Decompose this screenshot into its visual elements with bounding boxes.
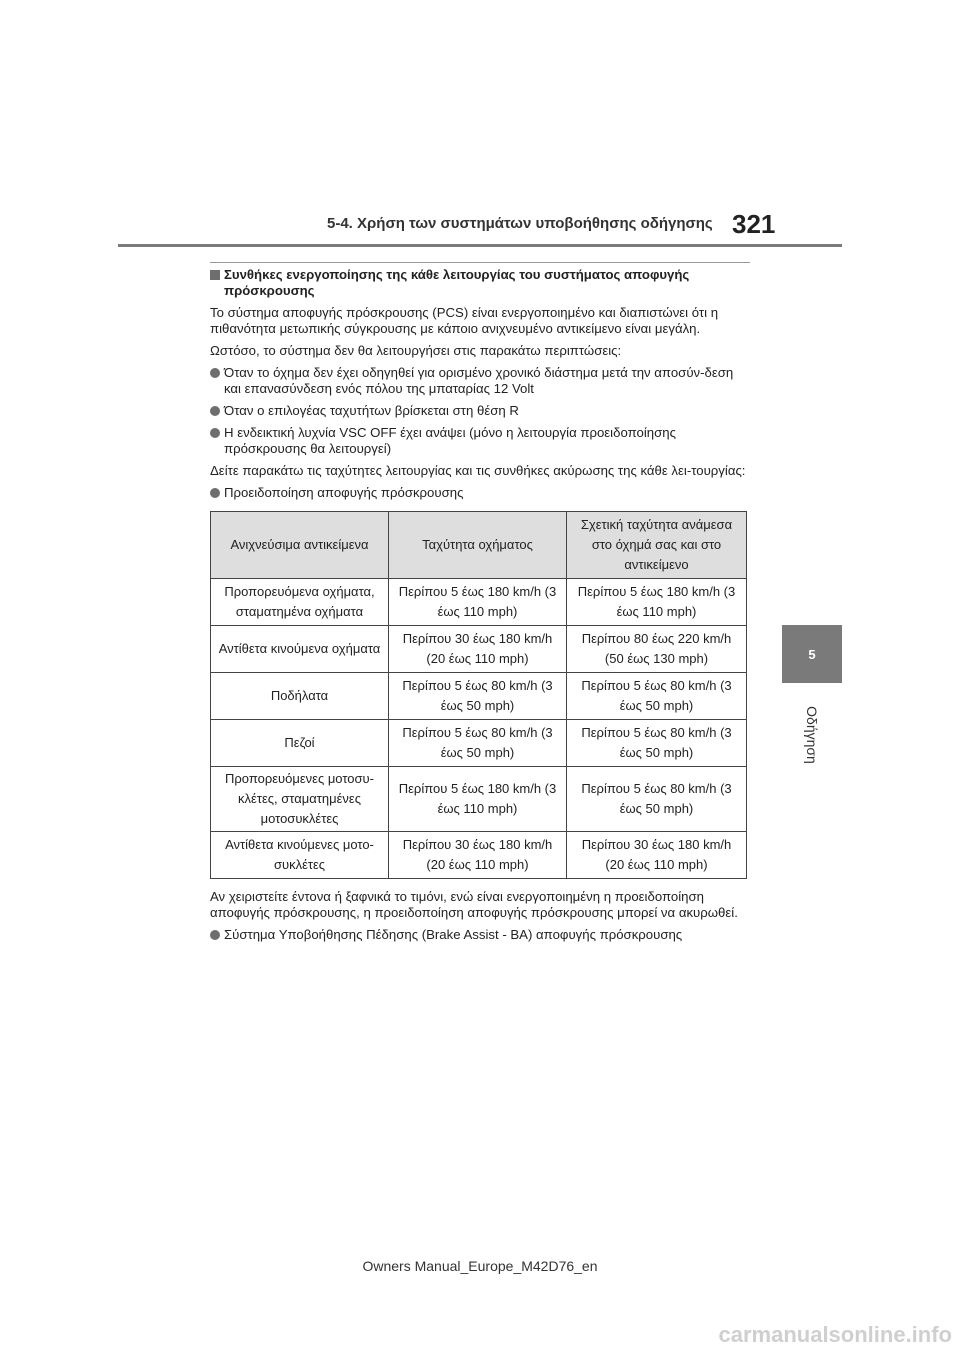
section-heading: [210, 267, 750, 299]
bullet-item: [210, 485, 750, 501]
section-title: 5-4. Χρήση των συστημάτων υποβοήθησης οδήγησης: [327, 215, 713, 232]
table-cell: Πεζοί: [211, 720, 389, 767]
bullet-item: [210, 425, 750, 457]
table-cell: Περίπου 30 έως 180 km/h (20 έως 110 mph): [389, 832, 567, 879]
table-row: [211, 720, 747, 767]
circle-bullet-icon: [210, 368, 220, 378]
bullet-text: Η ενδεικτική λυχνία VSC OFF έχει ανάψει (μόνο η λειτουργία προειδοποίησης πρόσκρουσης θα λειτουργεί): [224, 425, 676, 456]
table-cell: Προπορευόμενα οχήματα, σταματημένα οχήματα: [211, 579, 389, 626]
table-row: [211, 626, 747, 673]
table-row: [211, 673, 747, 720]
table-header-cell: Ανιχνεύσιμα αντικείμενα: [211, 512, 389, 579]
table-row: [211, 579, 747, 626]
circle-bullet-icon: [210, 488, 220, 498]
table-cell: Αντίθετα κινούμενες μοτο-συκλέτες: [211, 832, 389, 879]
table-cell: Περίπου 80 έως 220 km/h (50 έως 130 mph): [567, 626, 747, 673]
section-heading-text: Συνθήκες ενεργοποίησης της κάθε λειτουργίας του συστήματος αποφυγής πρόσκρουσης: [224, 267, 690, 298]
table-cell: Περίπου 5 έως 180 km/h (3 έως 110 mph): [389, 767, 567, 832]
bullet-text: Όταν ο επιλογέας ταχυτήτων βρίσκεται στη θέση R: [224, 403, 519, 418]
table-cell: Προπορευόμενες μοτοσυ-κλέτες, σταματημένες μοτοσυκλέτες: [211, 767, 389, 832]
watermark: carmanualsonline.info: [718, 1322, 952, 1347]
chapter-tab[interactable]: 5: [782, 625, 842, 683]
chapter-label-text: Οδήγηση: [804, 706, 820, 764]
square-bullet-icon: [210, 270, 220, 280]
bullet-text: Σύστημα Υποβοήθησης Πέδησης (Brake Assist - BA) αποφυγής πρόσκρουσης: [224, 927, 683, 942]
page-number: 321: [732, 209, 776, 239]
circle-bullet-icon: [210, 930, 220, 940]
section-divider: [210, 262, 750, 263]
circle-bullet-icon: [210, 406, 220, 416]
table-cell: Αντίθετα κινούμενα οχήματα: [211, 626, 389, 673]
table-cell: Περίπου 5 έως 180 km/h (3 έως 110 mph): [389, 579, 567, 626]
table-cell: Περίπου 5 έως 80 km/h (3 έως 50 mph): [389, 720, 567, 767]
bullet-item: [210, 403, 750, 419]
bullet-text: Όταν το όχημα δεν έχει οδηγηθεί για ορισμένο χρονικό διάστημα μετά την αποσύν-δεση και επανασύνδεση ενός πόλου της μπαταρίας 12 Volt: [224, 365, 734, 396]
bullet-text: Προειδοποίηση αποφυγής πρόσκρουσης: [224, 485, 464, 500]
chapter-label: [792, 700, 832, 770]
exceptions-intro: Ωστόσο, το σύστημα δεν θα λειτουργήσει στις παρακάτω περιπτώσεις:: [210, 343, 622, 358]
bullet-item: [210, 927, 750, 943]
table-cell: Περίπου 5 έως 80 km/h (3 έως 50 mph): [567, 720, 747, 767]
table-header-cell: Ταχύτητα οχήματος: [389, 512, 567, 579]
table-cell: Περίπου 5 έως 180 km/h (3 έως 110 mph): [567, 579, 747, 626]
table-header-row: [211, 512, 747, 579]
bullet-item: [210, 365, 750, 397]
table-row: [211, 767, 747, 832]
table-row: [211, 832, 747, 879]
table-cell: Περίπου 5 έως 80 km/h (3 έως 50 mph): [567, 767, 747, 832]
footer-manual-id: Owners Manual_Europe_M42D76_en: [362, 1258, 598, 1274]
intro-paragraph: Το σύστημα αποφυγής πρόσκρουσης (PCS) είναι ενεργοποιημένο και διαπιστώνει ότι η πιθανότητα μετωπικής σύγκρουσης με κάποιο ανιχνευμένο αντικείμενο είναι μεγάλη.: [210, 305, 719, 336]
table-cell: Περίπου 30 έως 180 km/h (20 έως 110 mph): [389, 626, 567, 673]
table-cell: Περίπου 5 έως 80 km/h (3 έως 50 mph): [389, 673, 567, 720]
main-content: [210, 262, 750, 949]
speed-table: [210, 511, 747, 879]
steering-note-paragraph: Αν χειριστείτε έντονα ή ξαφνικά το τιμόνι, ενώ είναι ενεργοποιημένη η προειδοποίηση αποφυγής πρόσκρουσης, η προειδοποίηση αποφυγής πρόσκρουσης μπορεί να ακυρωθεί.: [210, 889, 738, 920]
table-cell: Ποδήλατα: [211, 673, 389, 720]
table-cell: Περίπου 30 έως 180 km/h (20 έως 110 mph): [567, 832, 747, 879]
table-cell: Περίπου 5 έως 80 km/h (3 έως 50 mph): [567, 673, 747, 720]
header-rule: [118, 244, 842, 247]
circle-bullet-icon: [210, 428, 220, 438]
operating-speeds-paragraph: Δείτε παρακάτω τις ταχύτητες λειτουργίας και τις συνθήκες ακύρωσης της κάθε λει-τουργίας:: [210, 463, 746, 478]
table-header-cell: Σχετική ταχύτητα ανάμεσα στο όχημά σας και στο αντικείμενο: [567, 512, 747, 579]
